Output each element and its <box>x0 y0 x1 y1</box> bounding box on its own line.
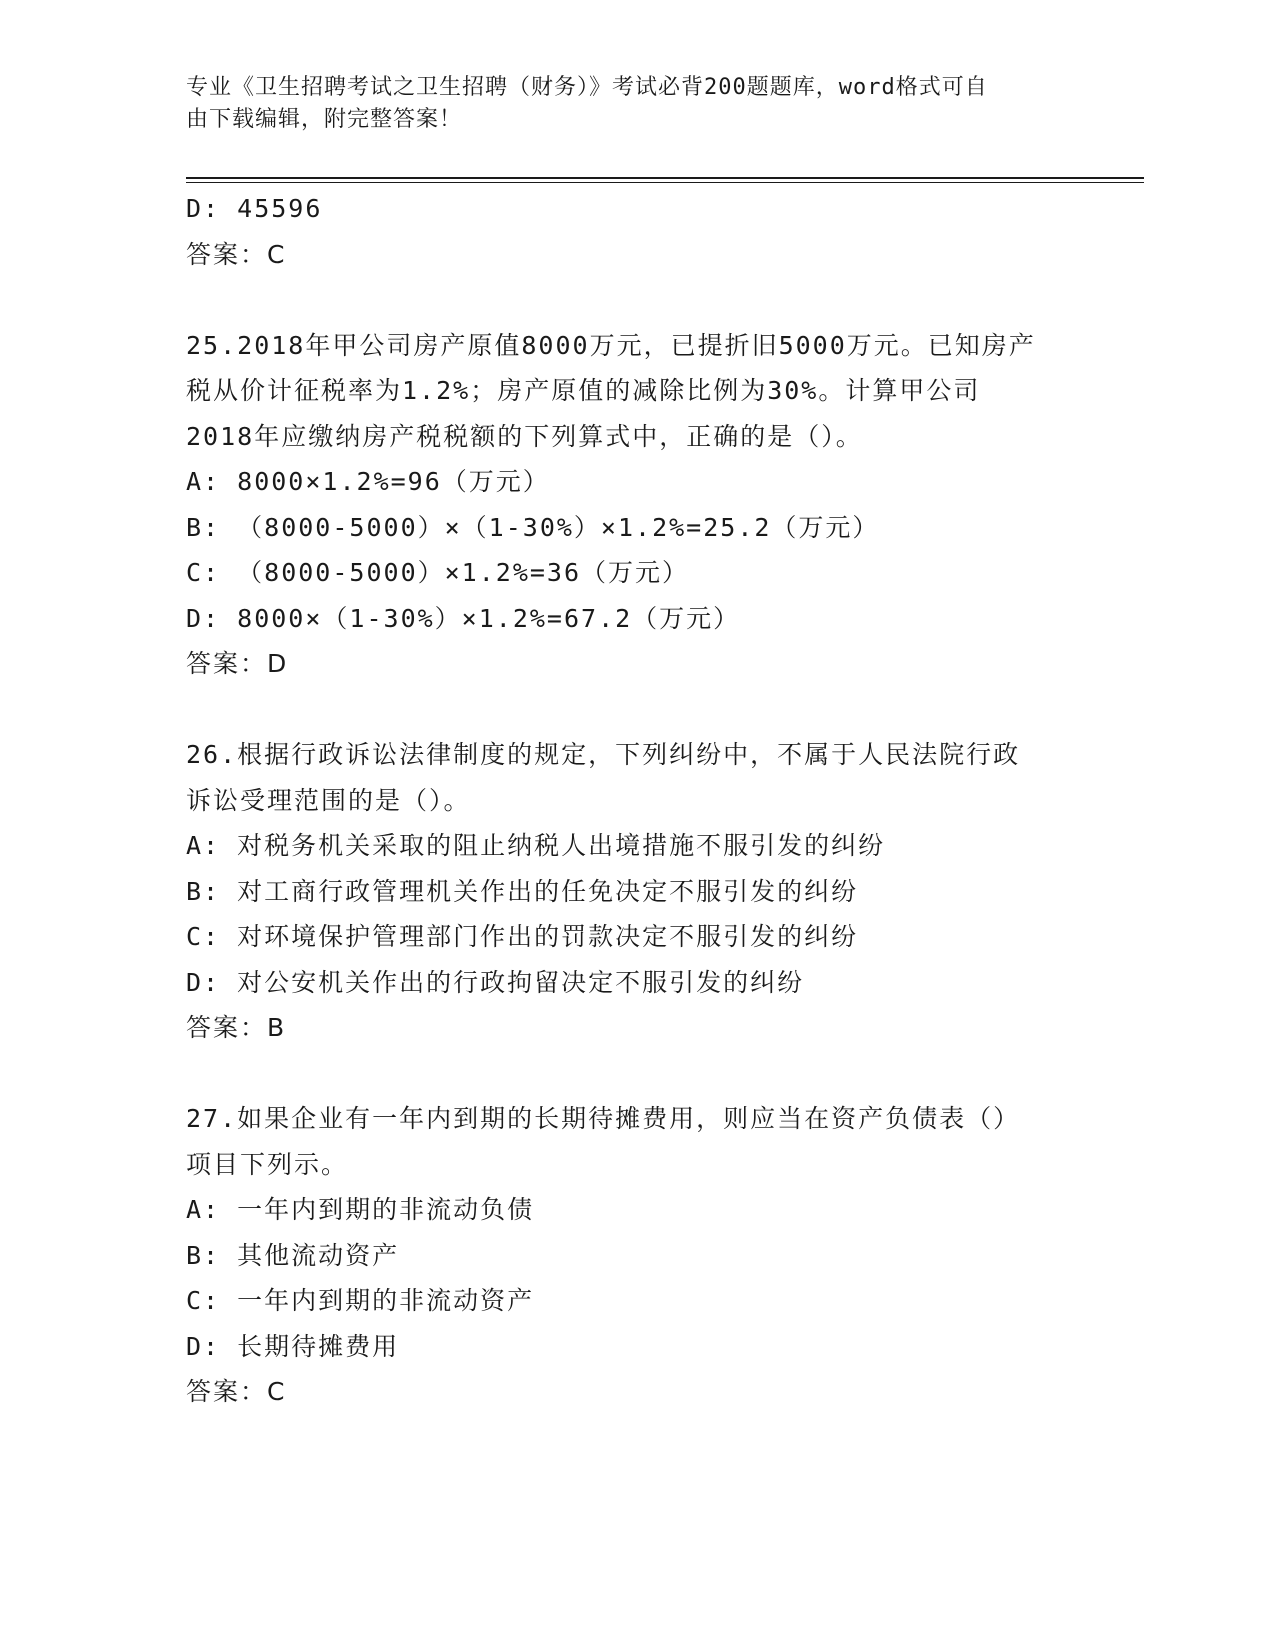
question-stem-line: 税从价计征税率为1.2%；房产原值的减除比例为30%。计算甲公司 <box>186 376 981 405</box>
spacer <box>186 1051 1086 1097</box>
question-27 <box>186 1096 1086 1415</box>
option-b: B: 其他流动资产 <box>186 1240 400 1270</box>
option-b: B: （8000-5000）×（1-30%）×1.2%=25.2（万元） <box>186 512 880 542</box>
option-a: A: 一年内到期的非流动负债 <box>186 1195 535 1224</box>
header-rule-thin <box>186 182 1144 183</box>
option-b: B: 对工商行政管理机关作出的任免决定不服引发的纠纷 <box>186 876 859 906</box>
question-stem-line: 27.如果企业有一年内到期的长期待摊费用，则应当在资产负债表（） <box>186 1104 1021 1133</box>
option-c: C: （8000-5000）×1.2%=36（万元） <box>186 558 690 587</box>
document-header <box>186 72 1086 136</box>
question-stem-line: 项目下列示。 <box>186 1149 349 1179</box>
header-rule-thick <box>186 177 1144 179</box>
option-a: A: 对税务机关采取的阻止纳税人出境措施不服引发的纠纷 <box>186 831 886 860</box>
answer-line: 答案：B <box>186 1013 287 1042</box>
question-25 <box>186 323 1086 687</box>
question-stem-line: 诉讼受理范围的是（）。 <box>186 785 471 815</box>
option-d: D: 8000×（1-30%）×1.2%=67.2（万元） <box>186 603 741 633</box>
option-c: C: 一年内到期的非流动资产 <box>186 1286 535 1315</box>
header-line-2: 由下载编辑，附完整答案！ <box>186 107 463 132</box>
answer-line: 答案：D <box>186 649 289 678</box>
previous-question-tail <box>186 186 1086 277</box>
option-d: D: 长期待摊费用 <box>186 1331 400 1361</box>
option-d: D: 对公安机关作出的行政拘留决定不服引发的纠纷 <box>186 967 805 997</box>
answer-line: 答案：C <box>186 1377 287 1406</box>
spacer <box>186 277 1086 323</box>
question-26 <box>186 732 1086 1051</box>
option-a: A: 8000×1.2%=96（万元） <box>186 467 550 496</box>
answer-line: 答案：C <box>186 239 287 269</box>
document-body <box>186 186 1086 1415</box>
spacer <box>186 687 1086 733</box>
option-d: D: 45596 <box>186 194 323 223</box>
header-line-1: 专业《卫生招聘考试之卫生招聘（财务）》考试必背200题题库，word格式可自 <box>186 75 988 100</box>
option-c: C: 对环境保护管理部门作出的罚款决定不服引发的纠纷 <box>186 922 859 951</box>
question-stem-line: 26.根据行政诉讼法律制度的规定，下列纠纷中，不属于人民法院行政 <box>186 740 1021 769</box>
question-stem-line: 2018年应缴纳房产税税额的下列算式中，正确的是（）。 <box>186 421 863 451</box>
question-stem-line: 25.2018年甲公司房产原值8000万元，已提折旧5000万元。已知房产 <box>186 330 1036 360</box>
